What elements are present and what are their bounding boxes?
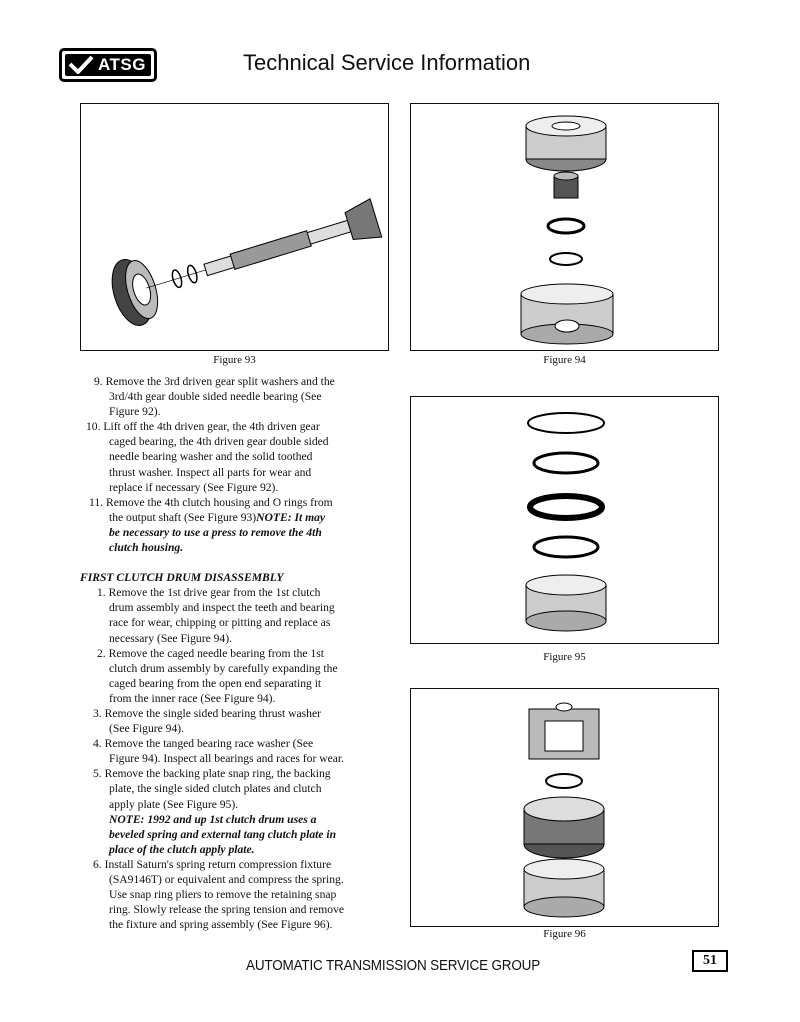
footer-text: AUTOMATIC TRANSMISSION SERVICE GROUP xyxy=(246,957,541,974)
step-3-line: (See Figure 94). xyxy=(109,722,185,736)
page-title: Technical Service Information xyxy=(243,50,531,75)
step-11-note: NOTE: It may xyxy=(256,510,326,524)
step-10-line: 10. Lift off the 4th driven gear, the 4th driven gear xyxy=(86,420,320,434)
step-10-line: thrust washer. Inspect all parts for wear and xyxy=(109,465,312,479)
body-text xyxy=(80,374,385,932)
step-2-line: from the inner race (See Figure 94). xyxy=(109,691,276,705)
step-4-line: 4. Remove the tanged bearing race washer (See xyxy=(93,737,314,751)
section-heading: FIRST CLUTCH DRUM DISASSEMBLY xyxy=(80,571,284,585)
figure-96-box xyxy=(410,688,719,927)
step-5 xyxy=(80,766,385,811)
figure-94-caption: Figure 94 xyxy=(543,354,586,366)
figure-94-box xyxy=(410,103,719,351)
step-2-line: clutch drum assembly by carefully expanding the xyxy=(109,661,338,675)
step-6-line: 6. Install Saturn's spring return compression fixture xyxy=(93,857,332,871)
step-6 xyxy=(80,857,385,932)
step-5-line: apply plate (See Figure 95). xyxy=(109,797,239,811)
step-9-line: Figure 92). xyxy=(109,405,161,419)
step-3-line: 3. Remove the single sided bearing thrust washer xyxy=(93,706,321,720)
step-2-line: caged bearing from the open end separating it xyxy=(109,676,322,690)
figure-96-caption: Figure 96 xyxy=(543,928,586,940)
step-6-line: Use snap ring pliers to remove the retaining snap xyxy=(109,888,337,902)
atsg-logo xyxy=(59,48,157,82)
step-9 xyxy=(80,374,385,419)
step-1-line: drum assembly and inspect the teeth and bearing xyxy=(109,601,335,615)
output-shaft-illustration xyxy=(81,104,387,349)
step-2-line: 2. Remove the caged needle bearing from the 1st xyxy=(97,646,324,660)
logo-text: ATSG xyxy=(98,55,146,74)
step-9-line: 3rd/4th gear double sided needle bearing (See xyxy=(109,390,322,404)
page-number: 51 xyxy=(692,950,728,972)
step-3 xyxy=(80,706,385,736)
step-10-line: needle bearing washer and the solid toothed xyxy=(109,450,313,464)
step-2 xyxy=(80,646,385,706)
step-1 xyxy=(80,585,385,645)
spring-fixture-illustration xyxy=(411,689,717,925)
step-6-line: ring. Slowly release the spring tension and remove xyxy=(109,903,345,917)
step-4 xyxy=(80,736,385,766)
step-5-line: 5. Remove the backing plate snap ring, the backing xyxy=(93,767,331,781)
step-1-line: necessary (See Figure 94). xyxy=(109,631,232,645)
step-5-note-line: NOTE: 1992 and up 1st clutch drum uses a xyxy=(109,812,317,826)
step-11-note: be necessary to use a press to remove the 4th xyxy=(109,525,322,539)
figure-93-box xyxy=(80,103,389,351)
step-1-line: 1. Remove the 1st drive gear from the 1st clutch xyxy=(97,586,321,600)
step-1-line: race for wear, chipping or pitting and replace as xyxy=(109,616,331,630)
step-5-line: plate, the single sided clutch plates and clutch xyxy=(109,782,322,796)
clutch-plates-illustration xyxy=(411,397,717,642)
figure-93-caption: Figure 93 xyxy=(213,354,256,366)
figure-95-box xyxy=(410,396,719,644)
step-9-line: 9. Remove the 3rd driven gear split washers and the xyxy=(94,375,335,388)
figure-95-caption: Figure 95 xyxy=(543,651,586,663)
step-6-line: (SA9146T) or equivalent and compress the spring. xyxy=(109,873,344,886)
step-11-line: 11. Remove the 4th clutch housing and O rings from xyxy=(89,495,333,509)
step-6-line: the fixture and spring assembly (See Figure 96). xyxy=(109,918,333,932)
step-5-note xyxy=(80,812,385,857)
checkmark-icon xyxy=(68,55,94,75)
step-10-line: caged bearing, the 4th driven gear double sided xyxy=(109,435,329,449)
step-11-note: clutch housing. xyxy=(109,541,184,555)
step-11 xyxy=(80,495,385,555)
step-10-line: replace if necessary (See Figure 92). xyxy=(109,480,279,494)
first-drive-gear-illustration xyxy=(411,104,717,349)
step-10 xyxy=(80,419,385,494)
step-4-line: Figure 94). Inspect all bearings and races for wear. xyxy=(109,752,345,766)
step-11-line: the output shaft (See Figure 93) xyxy=(109,510,257,524)
step-5-note-line: beveled spring and external tang clutch plate in xyxy=(109,827,337,841)
step-5-note-line: place of the clutch apply plate. xyxy=(109,842,255,856)
